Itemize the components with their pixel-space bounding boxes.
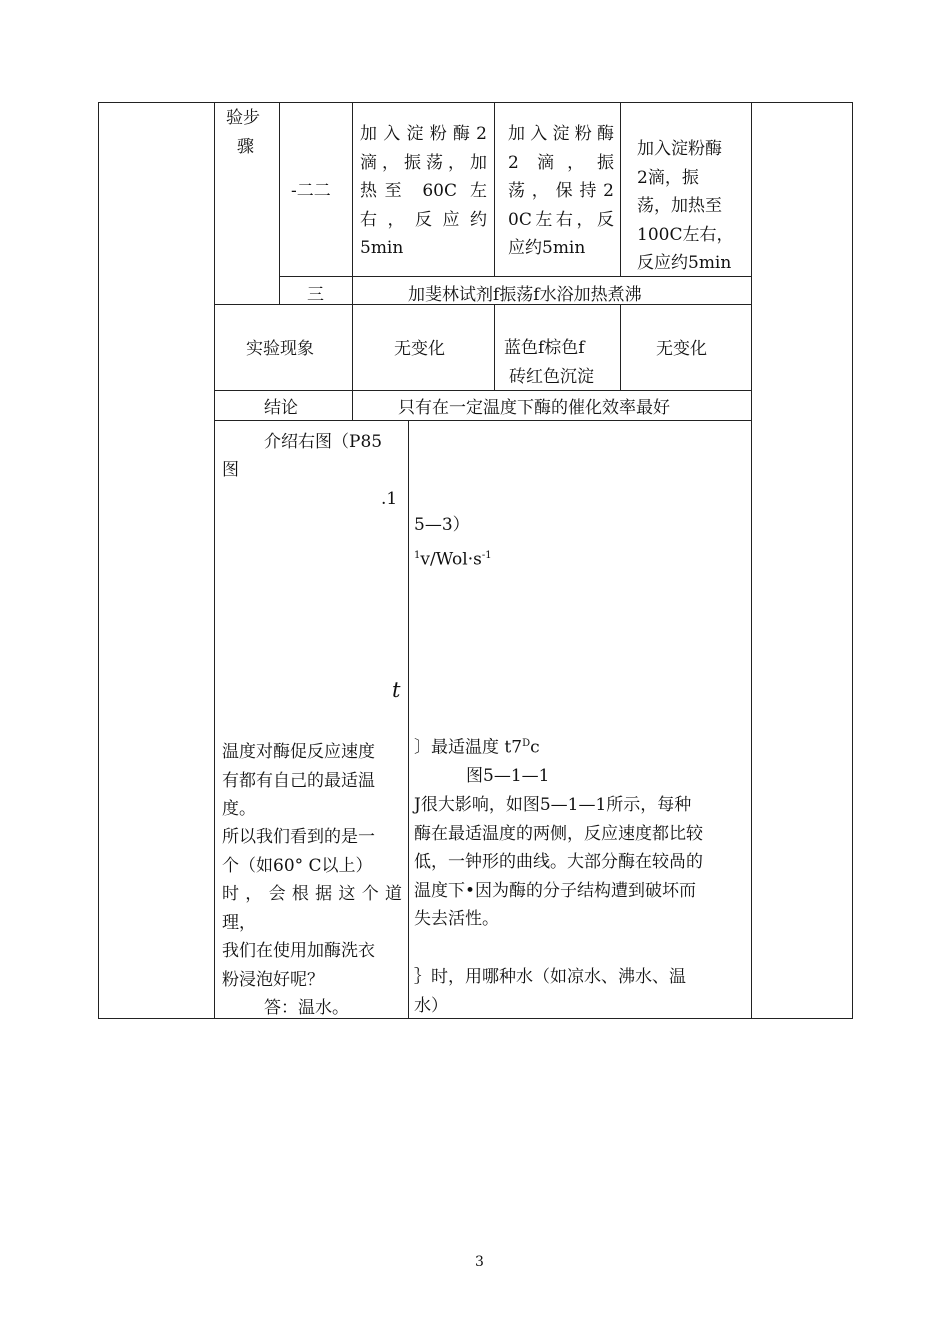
tube-divider-1 xyxy=(352,102,353,420)
conclusion-label: 结论 xyxy=(264,398,298,418)
column-divider-1 xyxy=(214,102,215,1019)
tube1-step-text: 加入淀粉酶2 滴，振荡，加 热至 60C 左 右，反应约 5min xyxy=(360,124,487,258)
left-question: 我们在使用加酶洗衣 粉浸泡好呢？ xyxy=(222,941,375,990)
step3-label: 三 xyxy=(307,285,324,305)
intro-line-3: .1 xyxy=(381,489,398,509)
procedure-label: 验步 骤 xyxy=(226,108,260,157)
lower-column-divider xyxy=(408,420,409,1019)
intro-line-2: 图 xyxy=(222,460,239,480)
axis-label: $^1v/Wol\cdot s^{-1}$ xyxy=(414,549,492,570)
table-top-border xyxy=(98,102,853,103)
right-paragraph: J很大影响，如图5—1—1所示，每种 酶在最适温度的两侧，反应速度都比较 低，一钟形的曲线。大部分酶在较咼的 温度下•因为酶的分子结构遭到破坏而 失去活性。 xyxy=(414,795,703,929)
optimum-temperature-label: 〕最适温度 $t7^Dc$ xyxy=(414,737,540,758)
table-left-border xyxy=(98,102,99,1019)
tube3-step-text: 加入淀粉酶 2滴，振 荡，加热至 100C左右， 反应约5min xyxy=(637,139,734,273)
page-number: 3 xyxy=(475,1254,484,1270)
phenomenon-divider-2 xyxy=(620,304,621,390)
phenomenon-tube3: 无变化 xyxy=(656,339,707,359)
figure-caption: 图5—1—1 xyxy=(466,766,550,786)
left-paragraph-2: 所以我们看到的是一 个（如60° C以上） 时，会根据这个道 理， xyxy=(222,827,402,933)
label-divider xyxy=(279,102,280,304)
t-symbol: t xyxy=(392,678,401,702)
tube-divider-3 xyxy=(620,102,621,276)
figure-reference: 5—3） xyxy=(414,515,470,535)
phenomenon-tube1: 无变化 xyxy=(394,339,445,359)
tube-divider-2 xyxy=(494,102,495,276)
intro-line-1: 介绍右图（P85 xyxy=(264,432,383,452)
table-right-border xyxy=(852,102,853,1019)
phenomenon-divider-1 xyxy=(494,304,495,390)
column-divider-last xyxy=(751,102,752,1019)
conclusion-text: 只有在一定温度下酶的催化效率最好 xyxy=(398,398,670,418)
phenomenon-tube2: 蓝色f棕色f 砖红色沉淀 xyxy=(504,338,594,387)
left-answer: 答：温水。 xyxy=(264,998,349,1018)
left-paragraph-1: 温度对酶促反应速度 有都有自己的最适温 度。 xyxy=(222,742,375,819)
step3-text: 加斐林试剂f振荡f水浴加热煮沸 xyxy=(408,285,642,305)
right-question: ｝时，用哪种水（如凉水、沸水、温 水） xyxy=(414,967,686,1016)
tube2-step-text: 加入淀粉酶 2 滴，振 荡，保持2 0C左右，反 应约5min xyxy=(508,124,614,258)
step2-label: -二二 xyxy=(291,181,331,201)
phenomenon-label: 实验现象 xyxy=(246,339,314,359)
row-line-conclusion xyxy=(214,390,752,391)
